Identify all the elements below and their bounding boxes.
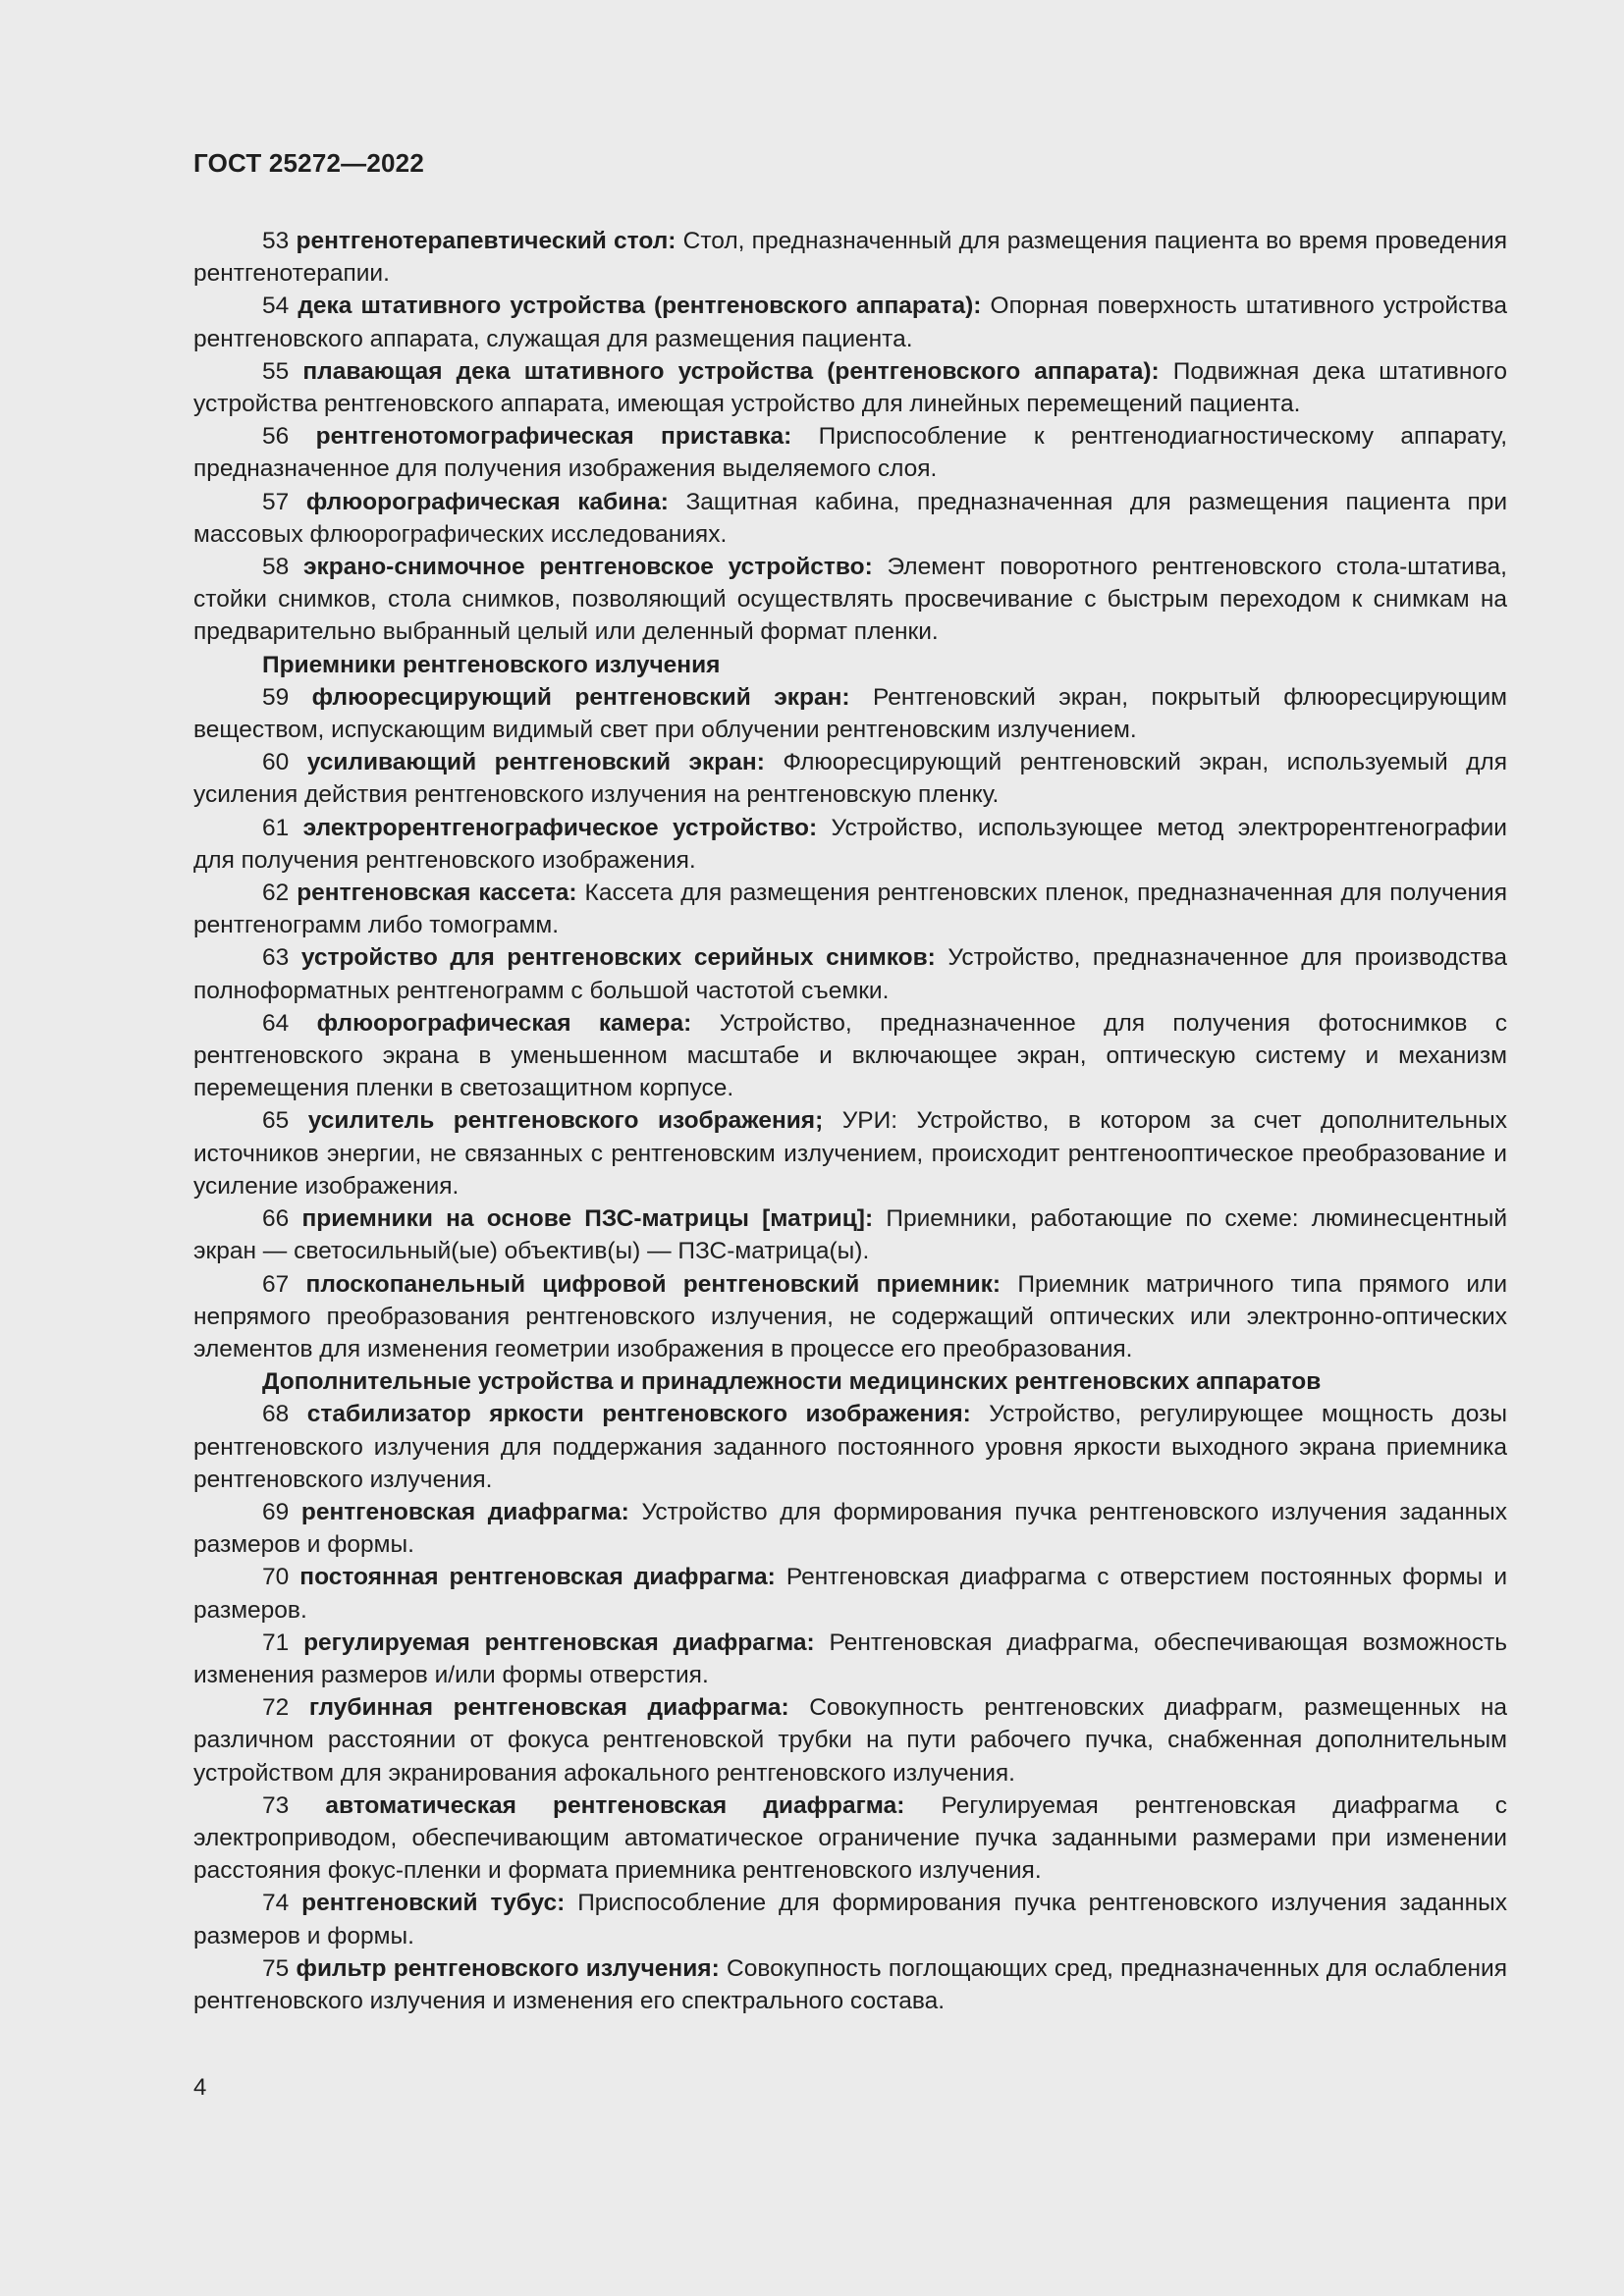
term-number: 71: [262, 1629, 290, 1656]
term-number: 72: [262, 1694, 290, 1722]
term-entry: [193, 877, 1507, 941]
term-entry: [193, 1887, 1507, 1951]
term-definition: Элемент поворотного рентгеновского стола-штатива, стойки снимков, стола снимков, позволяющий осуществлять просвечивание с быстрым переходом к снимкам на предварительно выбранный целый или деленный формат пленки.: [193, 554, 1507, 646]
term-number: 73: [262, 1791, 290, 1819]
term-entry: [193, 420, 1507, 485]
term-number: 53: [262, 228, 290, 254]
term-definition: УРИ: Устройство, в котором за счет дополнительных источников энергии, не связанных с рентгеновским излучением, происходит рентгенооптическое преобразование и усиление изображения.: [193, 1107, 1507, 1200]
term-entry: [193, 1952, 1507, 2017]
term-number: 61: [262, 814, 290, 841]
term-name: фильтр рентгеновского излучения:: [296, 1954, 720, 1982]
term-entry: [193, 225, 1507, 290]
term-number: 63: [262, 944, 290, 972]
term-number: 64: [262, 1009, 290, 1037]
term-definition: Рентгеновский экран, покрытый флюоресцирующим веществом, испускающим видимый свет при облучении рентгеновским излучением.: [193, 683, 1507, 744]
term-entry: [193, 1398, 1507, 1496]
term-name: электрорентгенографическое устройство:: [302, 814, 818, 841]
term-number: 69: [262, 1498, 290, 1525]
term-entry: [193, 1561, 1507, 1626]
term-name: постоянная рентгеновская диафрагма:: [299, 1564, 776, 1591]
term-number: 54: [262, 293, 290, 320]
term-name: рентгеновская кассета:: [297, 880, 577, 907]
term-name: глубинная рентгеновская диафрагма:: [308, 1694, 789, 1722]
term-name: усиливающий рентгеновский экран:: [306, 749, 765, 776]
term-entry: [193, 1691, 1507, 1789]
term-definition: Приемники, работающие по схеме: люминесцентный экран — светосильный(ые) объектив(ы) — ПЗС-матрица(ы).: [193, 1205, 1508, 1265]
term-name: плоскопанельный цифровой рентгеновский приемник:: [305, 1270, 1001, 1298]
term-name: флюоресцирующий рентгеновский экран:: [311, 683, 850, 711]
term-definition: Устройство для формирования пучка рентгеновского излучения заданных размеров и формы.: [193, 1498, 1507, 1559]
term-definition: Подвижная дека штативного устройства рентгеновского аппарата, имеющая устройство для линейных перемещений пациента.: [193, 357, 1508, 418]
term-definition: Совокупность рентгеновских диафрагм, размещенных на различном расстоянии от фокуса рентгеновской трубки на пути рабочего пучка, снабженная дополнительным устройством для экранирования афокального рентгеновского излучения.: [193, 1694, 1507, 1787]
term-number: 60: [262, 749, 290, 776]
term-definition: Приспособление к рентгенодиагностическому аппарату, предназначенное для получения изображения выделяемого слоя.: [193, 423, 1508, 483]
term-definition: Устройство, предназначенное для производства полноформатных рентгенограмм с большой частотой съемки.: [193, 944, 1508, 1004]
term-definition: Устройство, предназначенное для получения фотоснимков с рентгеновского экрана в уменьшенном масштабе и включающее экран, оптическую систему и механизм перемещения пленки в светозащитном корпусе.: [193, 1009, 1507, 1102]
term-entry: [193, 1496, 1507, 1561]
term-entry: [193, 746, 1507, 811]
term-entry: [193, 1789, 1507, 1888]
term-name: усилитель рентгеновского изображения;: [307, 1107, 824, 1135]
term-number: 65: [262, 1107, 290, 1135]
term-entry: [193, 1627, 1507, 1691]
term-name: экрано-снимочное рентгеновское устройство:: [303, 554, 873, 581]
term-definition: Стол, предназначенный для размещения пациента во время проведения рентгенотерапии.: [193, 228, 1508, 288]
term-definition: Регулируемая рентгеновская диафрагма с электроприводом, обеспечивающим автоматическое ограничение пучка заданными размерами при изменении расстояния фокус-пленки и формата приемника рентгеновского излучения.: [193, 1791, 1508, 1885]
term-number: 67: [262, 1270, 290, 1298]
term-entry: [193, 1268, 1507, 1366]
term-name: приемники на основе ПЗС-матрицы [матриц]:: [301, 1205, 874, 1233]
term-name: плавающая дека штативного устройства (рентгеновского аппарата):: [302, 357, 1160, 385]
term-definition: Опорная поверхность штативного устройства рентгеновского аппарата, служащая для размещения пациента.: [193, 293, 1508, 352]
term-entry: [193, 1202, 1507, 1267]
term-definition: Флюоресцирующий рентгеновский экран, используемый для усиления действия рентгеновского излучения на рентгеновскую пленку.: [193, 749, 1507, 809]
term-number: 59: [262, 683, 290, 711]
term-number: 57: [262, 488, 290, 515]
document-body: [193, 225, 1507, 2017]
term-number: 66: [262, 1205, 290, 1233]
term-definition: Приспособление для формирования пучка рентгеновского излучения заданных размеров и формы.: [193, 1890, 1507, 1949]
term-number: 74: [262, 1890, 290, 1917]
term-number: 70: [262, 1564, 290, 1591]
term-entry: [193, 681, 1507, 746]
term-name: рентгеновская диафрагма:: [300, 1498, 629, 1525]
term-name: автоматическая рентгеновская диафрагма:: [325, 1791, 905, 1819]
term-number: 75: [262, 1954, 290, 1982]
term-entry: [193, 355, 1507, 420]
term-name: регулируемая рентгеновская диафрагма:: [303, 1629, 815, 1656]
term-name: флюорографическая кабина:: [305, 488, 669, 515]
term-definition: Устройство, регулирующее мощность дозы рентгеновского излучения для поддержания заданного постоянного уровня яркости выходного экрана приемника рентгеновского излучения.: [193, 1401, 1507, 1493]
term-definition: Кассета для размещения рентгеновских пленок, предназначенная для получения рентгенограмм либо томограмм.: [193, 880, 1508, 939]
term-definition: Устройство, использующее метод электрорентгенографии для получения рентгеновского изображения.: [193, 814, 1507, 874]
section-subheading: Дополнительные устройства и принадлежности медицинских рентгеновских аппаратов: [262, 1368, 1322, 1396]
term-name: рентгеновский тубус:: [301, 1890, 566, 1917]
term-definition: Совокупность поглощающих сред, предназначенных для ослабления рентгеновского излучения и изменения его спектрального состава.: [193, 1954, 1508, 2014]
term-entry: [193, 290, 1507, 354]
term-number: 56: [262, 423, 290, 451]
term-definition: Защитная кабина, предназначенная для размещения пациента при массовых флюорографических исследованиях.: [193, 488, 1508, 548]
term-number: 68: [262, 1401, 290, 1428]
term-name: устройство для рентгеновских серийных снимков:: [300, 944, 936, 972]
term-name: рентгенотерапевтический стол:: [296, 228, 677, 254]
term-name: флюорографическая камера:: [316, 1009, 692, 1037]
section-subheading: Приемники рентгеновского излучения: [262, 651, 721, 678]
term-entry: [193, 486, 1507, 551]
term-definition: Рентгеновская диафрагма с отверстием постоянных формы и размеров.: [193, 1564, 1507, 1624]
term-number: 62: [262, 880, 290, 907]
term-entry: [193, 941, 1507, 1006]
term-name: рентгенотомографическая приставка:: [315, 423, 792, 451]
term-number: 58: [262, 554, 290, 581]
term-definition: Приемник матричного типа прямого или непрямого преобразования рентгеновского излучения, не содержащий оптических или электронно-оптических элементов для изменения геометрии изображения в процессе его преобразования.: [193, 1270, 1508, 1362]
page-number: 4: [193, 2074, 207, 2101]
standard-header: ГОСТ 25272—2022: [193, 148, 424, 178]
term-entry: [193, 1007, 1507, 1105]
term-name: дека штативного устройства (рентгеновского аппарата):: [298, 293, 982, 320]
term-name: стабилизатор яркости рентгеновского изображения:: [306, 1401, 971, 1428]
term-entry: [193, 1104, 1507, 1202]
term-entry: [193, 551, 1507, 649]
term-entry: [193, 812, 1507, 877]
term-number: 55: [262, 357, 290, 385]
term-definition: Рентгеновская диафрагма, обеспечивающая возможность изменения размеров и/или формы отверстия.: [193, 1629, 1507, 1688]
